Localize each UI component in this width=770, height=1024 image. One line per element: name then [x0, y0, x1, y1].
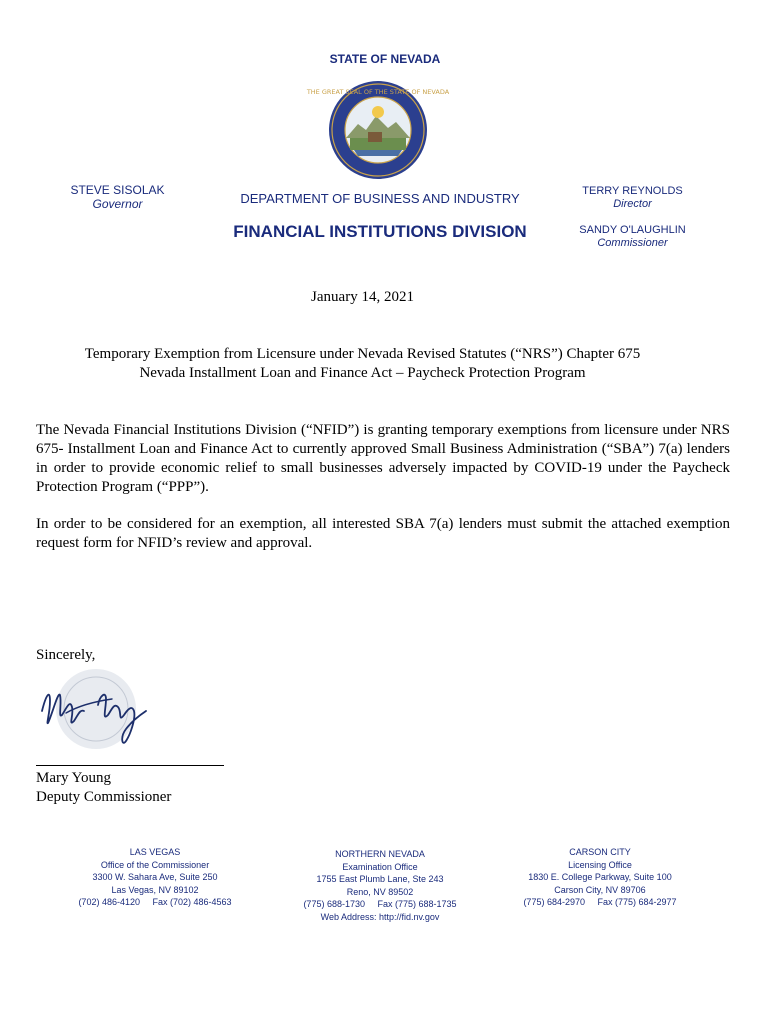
- governor-block: [40, 183, 195, 211]
- office-carson-city: [505, 846, 695, 909]
- subject-line-2: Nevada Installment Loan and Finance Act – Paycheck Protection Program: [139, 365, 586, 381]
- director-name: TERRY REYNOLDS: [582, 185, 683, 197]
- state-seal-icon: [306, 80, 450, 180]
- office-address-1: 1830 E. College Parkway, Suite 100: [528, 872, 672, 882]
- office-address-1: 3300 W. Sahara Ave, Suite 250: [92, 872, 218, 882]
- office-name: Office of the Commissioner: [100, 859, 210, 870]
- signer-title: Deputy Commissioner: [36, 789, 172, 805]
- director-block: [560, 185, 705, 211]
- signature-line: [36, 765, 224, 766]
- office-address-2: Las Vegas, NV 89102: [111, 884, 199, 895]
- office-city: LAS VEGAS: [129, 847, 181, 857]
- office-phone: (775) 684-2970 Fax (775) 684-2977: [523, 897, 677, 907]
- closing: Sincerely,: [36, 647, 96, 663]
- office-northern-nevada: [285, 848, 475, 923]
- office-address-2: Carson City, NV 89706: [554, 884, 646, 895]
- director-title: Director: [613, 198, 652, 210]
- office-name: Licensing Office: [568, 859, 632, 870]
- signer-name: Mary Young: [36, 770, 112, 786]
- body-paragraph-1: The Nevada Financial Institutions Division (“NFID”) is granting temporary exemptions from licensure under NRS 675- Installment Loan and Finance Act to currently approved Small Business Administration (“SBA”) 7(a) lenders in order to provide economic relief to small businesses adversely impacted by COVID-19 under the Paycheck Protection Program (“PPP”).: [36, 422, 730, 495]
- office-city: NORTHERN NEVADA: [335, 849, 425, 859]
- office-city: CARSON CITY: [569, 847, 631, 857]
- office-phone: (702) 486-4120 Fax (702) 486-4563: [78, 897, 232, 907]
- governor-name: STEVE SISOLAK: [70, 183, 165, 197]
- division-name: FINANCIAL INSTITUTIONS DIVISION: [233, 222, 527, 241]
- commissioner-block: [560, 224, 705, 250]
- office-name: Examination Office: [342, 861, 418, 872]
- web-address-link[interactable]: Web Address: http://fid.nv.gov: [320, 911, 440, 922]
- office-address-2: Reno, NV 89502: [346, 886, 414, 897]
- signature-icon: [36, 665, 156, 760]
- office-phone: (775) 688-1730 Fax (775) 688-1735: [303, 899, 457, 909]
- governor-title: Governor: [92, 197, 143, 211]
- office-las-vegas: [60, 846, 250, 909]
- department-name: DEPARTMENT OF BUSINESS AND INDUSTRY: [240, 191, 520, 206]
- seal-text: THE GREAT SEAL OF THE STATE OF NEVADA: [306, 88, 450, 96]
- state-title: STATE OF NEVADA: [329, 52, 441, 66]
- body-paragraph-2: In order to be considered for an exemption, all interested SBA 7(a) lenders must submit the attached exemption request form for NFID’s review and approval.: [36, 516, 730, 551]
- subject-line-1: Temporary Exemption from Licensure under Nevada Revised Statutes (“NRS”) Chapter 675: [84, 346, 641, 362]
- office-address-1: 1755 East Plumb Lane, Ste 243: [316, 874, 444, 884]
- letter-subject: [40, 345, 685, 383]
- letter-date: January 14, 2021: [311, 289, 414, 305]
- commissioner-name: SANDY O'LAUGHLIN: [579, 224, 686, 236]
- commissioner-title: Commissioner: [597, 237, 668, 249]
